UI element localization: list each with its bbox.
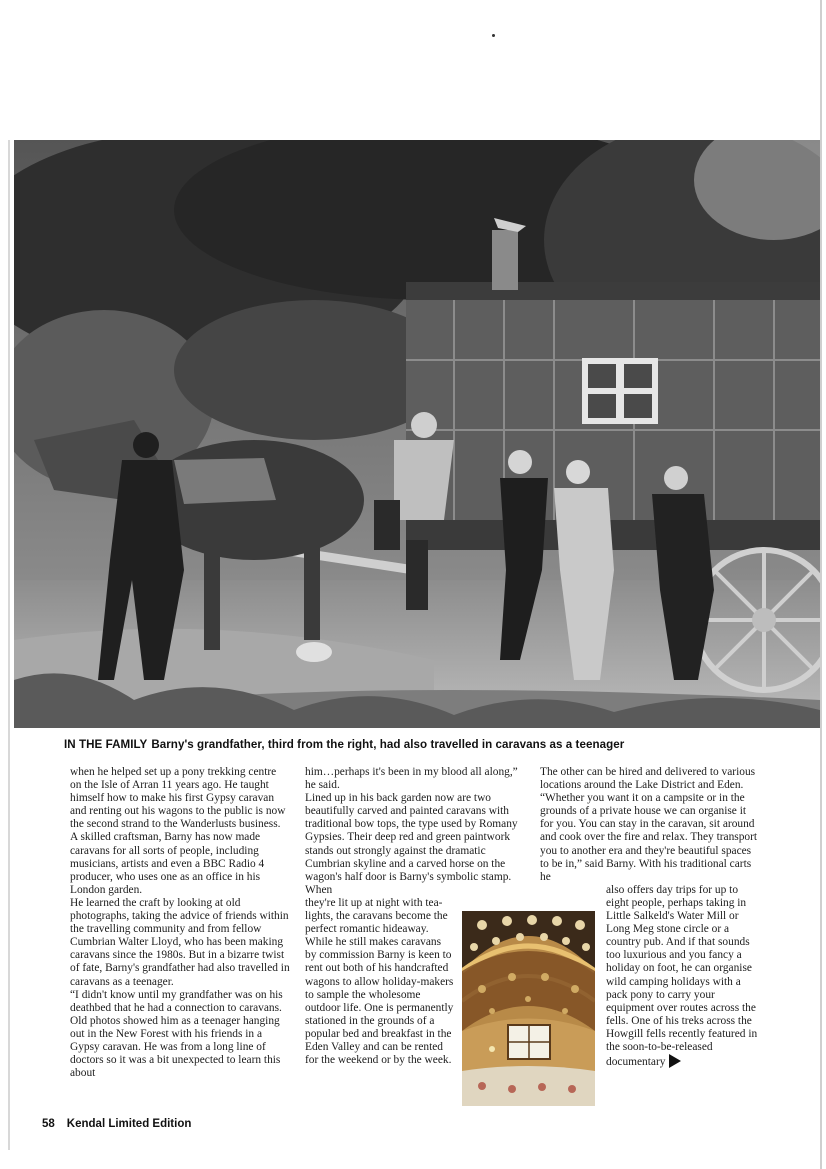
article-column-3 <box>540 766 762 1069</box>
paragraph-indented <box>606 884 758 1069</box>
paragraph: Lined up in his back garden now are two beautifully carved and painted caravans with traditional bow tops, the type used by Romany Gypsies. Their deep red and green paintwork stands out strongly against the dramatic Cumbrian skyline and a carved horse on the wagon's half door is Barny's symbolic stamp. When <box>305 792 518 896</box>
scan-edge-right <box>820 0 822 1169</box>
main-photo-caravan-group <box>14 140 820 728</box>
caption-lead: IN THE FAMILY <box>64 738 148 751</box>
paragraph: him…perhaps it's been in my blood all along,” he said. <box>305 766 518 792</box>
article-column-1 <box>70 766 290 1080</box>
paragraph: when he helped set up a pony trekking centre on the Isle of Arran 11 years ago. He taught himself how to make his first Gypsy caravan and renting out his wagons to the public is now the second strand to the Wanderlusts business. <box>70 766 286 831</box>
paragraph: they're lit up at night with tea-lights, the caravans become the perfect romantic hideaway. <box>305 896 448 936</box>
continue-arrow-icon <box>669 1054 681 1068</box>
paragraph: He learned the craft by looking at old photographs, taking the advice of friends within the travelling community and from fellow Cumbrian Walter Lloyd, who has been making caravans since the 1980s. But in a bizarre twist of fate, Barny's grandfather had also travelled in caravans as a teenager. <box>70 896 290 988</box>
page-number: 58 <box>42 1118 55 1130</box>
paragraph: While he still makes caravans by commission Barny is keen to rent out both of his handcrafted wagons to allow holiday-makers to sample the wholesome outdoor life. One is permanently stationed in the grounds of a popular bed and breakfast in the Eden Valley and can be rented for the weekend or by the week. <box>305 936 454 1067</box>
scan-edge-left <box>8 140 10 1150</box>
scan-dot <box>492 34 495 37</box>
column-2-narrow-text <box>305 897 455 1067</box>
paragraph: “Whether you want it on a campsite or in the grounds of a private house we can organise it for you. You can stay in the caravan, sit around and cook over the fire and relax. They transport you to another era and they're beautiful spaces to be in,” said Barny. With his traditional carts he <box>540 792 758 883</box>
paragraph: The other can be hired and delivered to various locations around the Lake District and Eden. <box>540 766 756 792</box>
publication-name: Kendal Limited Edition <box>66 1118 192 1130</box>
paragraph-text: also offers day trips for up to eight people, perhaps taking in Little Salkeld's Water Mill or Long Meg stone circle or a country pub. And if that sounds too luxurious and you fancy a holiday on foot, he can organise wild camping holidays with a pack pony to carry your equipment over routes across the fells. One of his treks across the Howgill fells recently featured in the soon-to-be-released documentary <box>606 883 758 1069</box>
paragraph: “I didn't know until my grandfather was on his deathbed that he had a connection to caravans. Old photos showed him as a teenager hanging out in the New Forest with his friends in a Gypsy caravan. He was from a long line of doctors so it was a bit unexpected to learn this about <box>70 988 283 1080</box>
caption-text: Barny's grandfather, third from the right, had also travelled in caravans as a teenager <box>151 738 625 751</box>
photo-caption <box>64 738 804 751</box>
page-footer <box>42 1118 191 1130</box>
paragraph: A skilled craftsman, Barny has now made caravans for all sorts of people, including musicians, artists and even a BBC Radio 4 producer, who uses one as an office in his London garden. <box>70 831 265 896</box>
